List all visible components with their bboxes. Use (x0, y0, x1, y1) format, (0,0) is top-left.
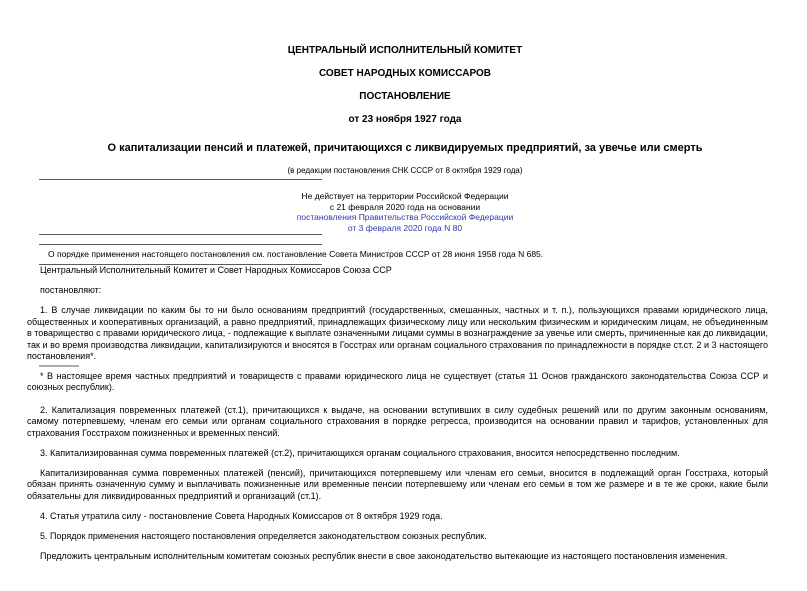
link-decree-date-number[interactable]: от 3 февраля 2020 года N 80 (347, 222, 463, 233)
separator-line-top (39, 179, 322, 180)
intro-paragraph: Центральный Исполнительный Комитет и Совет Народных Комиссаров Союза ССР (40, 265, 392, 275)
document-title: О капитализации пенсий и платежей, причитающихся с ликвидируемых предприятий, за увечье или смерть (107, 142, 703, 154)
paragraph-article-1: 1. В случае ликвидации по каким бы то ни было основаниям предприятий (государственных, смешанных, частных и т. п.), пользующихся правами юридического лица, общественных и кооперативных организаций, а равно предприятий, принадлежащих физическому лицу или нескольким физическим и юридическим лицам, не объединенным в товарищество с правами юридического лица, - подлежащие к выплате означенными лицами суммы в вознаграждение за увечье или смерть, причиненные как до ликвидации, так и во время производства ликвидации, капитализируются и вносятся в Госстрах или органам социального страхования по принадлежности в порядке ст.ст. 2 и 3 настоящего постановления*. (27, 305, 768, 361)
document-body (27, 265, 768, 562)
paragraph-article-3: 3. Капитализированная сумма повременных платежей (ст.2), причитающихся органам социального страхования, вносится непосредственно последним. (40, 447, 680, 458)
document-date: от 23 ноября 1927 года (348, 114, 462, 125)
separator-line-before-note (39, 244, 322, 245)
paragraph-article-4: 4. Статья утратила силу - постановление Совета Народных Комиссаров от 8 октября 1929 года. (40, 510, 443, 521)
enactment-word: постановляют: (40, 285, 102, 295)
paragraph-article-2: 2. Капитализация повременных платежей (ст.1), причитающихся к выдаче, на основании вступивших в силу судебных решений или по другим законным основаниям, самому потерпевшему, членам его семьи или органам социального страхования в порядке регресса, производится на основании правил и тарифов, установленных для страхования Госстрахом пожизненных и временных пенсий. (27, 404, 768, 438)
revocation-notice (27, 191, 768, 233)
paragraph-capitalized-sum: Капитализированная сумма повременных платежей (пенсий), причитающихся потерпевшему или членам его семьи, вносится в подлежащий орган Госстраха, который обязан принять означенную сумму и выплачивать пожизненные или временные пенсии потерпевшему или членам его семьи в том же размере и в те же сроки, какие были обязательны для ликвидированных предприятий и организаций (ст.1). (27, 467, 768, 501)
footnote-separator (39, 365, 79, 367)
revocation-line-1: Не действует на территории Российской Федерации (301, 191, 509, 201)
document-type: ПОСТАНОВЛЕНИЕ (359, 91, 451, 102)
footnote-text: * В настоящее время частных предприятий и товариществ с правами юридического лица не существует (статья 11 Основ гражданского законодательства Союза ССР и союзных республик). (27, 370, 768, 392)
issuer-line-1: ЦЕНТРАЛЬНЫЙ ИСПОЛНИТЕЛЬНЫЙ КОМИТЕТ (287, 45, 523, 56)
edition-note: (в редакции постановления СНК СССР от 8 октября 1929 года) (287, 166, 523, 175)
application-note: О порядке применения настоящего постановления см. постановление Совета Министров СССР от 28 июня 1958 года N 685. (48, 249, 544, 259)
link-government-decree[interactable]: постановления Правительства Российской Федерации (296, 212, 514, 222)
issuer-line-2: СОВЕТ НАРОДНЫХ КОМИССАРОВ (318, 68, 492, 79)
paragraph-proposal: Предложить центральным исполнительным комитетам союзных республик внести в свое законодательство вытекающие из настоящего постановления изменения. (40, 550, 728, 561)
separator-line-after-revocation (39, 234, 322, 235)
paragraph-article-5: 5. Порядок применения настоящего постановления определяется законодательством союзных республик. (40, 530, 487, 541)
revocation-line-2: с 21 февраля 2020 года на основании (329, 201, 481, 212)
